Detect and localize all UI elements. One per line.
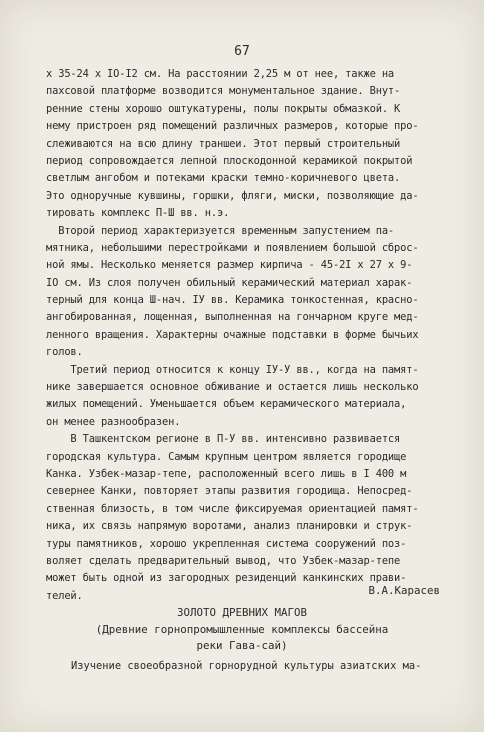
text-line: ренние стены хорошо оштукатурены, полы покрыты обмазкой. К [46, 102, 401, 115]
text-line: телей. [46, 589, 83, 602]
text-line: жилых помещений. Уменьшается объем керамического материала, [46, 398, 407, 411]
text-line: севернее Канки, повторяет этапы развития городища. Непосред- [46, 485, 413, 498]
text-line: ангобированная, лощенная, выполненная на гончарном круге мед- [46, 311, 419, 324]
paragraph [46, 431, 456, 605]
text-line: тировать комплекс П-Ш вв. н.э. [46, 207, 230, 220]
text-line: он менее разнообразен. [46, 415, 181, 428]
text-line: пахсовой платформе возводится монументальное здание. Внут- [46, 85, 401, 98]
text-line: В Ташкентском регионе в П-У вв. интенсивно развивается [46, 433, 401, 446]
text-line: светлым ангобом и потеками краски темно-коричневого цвета. [46, 172, 401, 185]
text-line: Изучение своеобразной горнорудной культуры азиатских ма- [46, 660, 422, 672]
text-line: ственная близость, в том числе фиксируемая ориентацией памят- [46, 502, 419, 515]
text-line: нике завершается основное обживание и остается лишь несколько [46, 381, 419, 394]
page-number: 67 [234, 44, 250, 59]
text-line: городская культура. Самым крупным центром является городище [46, 450, 407, 463]
text-line: IO см. Из слоя получен обильный керамический материал харак- [46, 276, 413, 289]
text-line: ной ямы. Несколько меняется размер кирпича - 45-2I х 27 х 9- [46, 259, 413, 272]
section-heading [0, 605, 484, 655]
text-line: ленного вращения. Характерны очажные подставки в форме бычьих [46, 328, 419, 341]
section-title: ЗОЛОТО ДРЕВНИХ МАГОВ [176, 606, 307, 619]
text-line: голов. [46, 346, 83, 359]
text-line: нему пристроен ряд помещений различных размеров, которые про- [46, 120, 419, 133]
text-line: Третий период относится к концу IУ-У вв., когда на памят- [46, 363, 419, 376]
text-line: х 35-24 х IO-I2 см. На расстоянии 2,25 м от нее, также на [46, 68, 395, 80]
text-line: Второй период характеризуется временным запустением па- [46, 224, 395, 237]
text-line: терный для конца Ш-нач. IУ вв. Керамика тонкостенная, красно- [46, 294, 419, 307]
section-subtitle-line: реки Гава-сай) [196, 639, 288, 653]
text-line: Это одноручные кувшины, горшки, фляги, миски, позволяющие да- [46, 189, 419, 202]
body-text [46, 66, 456, 605]
paragraph [46, 66, 456, 223]
text-line: мятника, небольшими перестройками и появлением большой сброс- [46, 241, 419, 254]
section-subtitle-line: (Древние горнопромышленные комплексы бассейна [95, 622, 389, 636]
text-line: Канка. Узбек-мазар-тепе, расположенный всего лишь в I 400 м [46, 467, 407, 480]
author-signature: В.А.Карасев [368, 584, 440, 597]
paragraph [46, 362, 456, 432]
text-line: туры памятников, хорошо укрепленная система сооружений поз- [46, 537, 407, 550]
text-line: может быть одной из загородных резиденций канкинских прави- [46, 572, 407, 585]
text-line: ника, их связь напрямую воротами, анализ планировки и струк- [46, 520, 413, 533]
paragraph [46, 223, 456, 362]
text-line: воляет сделать предварительный вывод, что Узбек-мазар-тепе [46, 554, 401, 567]
text-line: слеживаются на всю длину траншеи. Этот первый строительный [46, 137, 401, 150]
text-line: период сопровождается лепной плоскодонной керамикой покрытой [46, 154, 413, 167]
